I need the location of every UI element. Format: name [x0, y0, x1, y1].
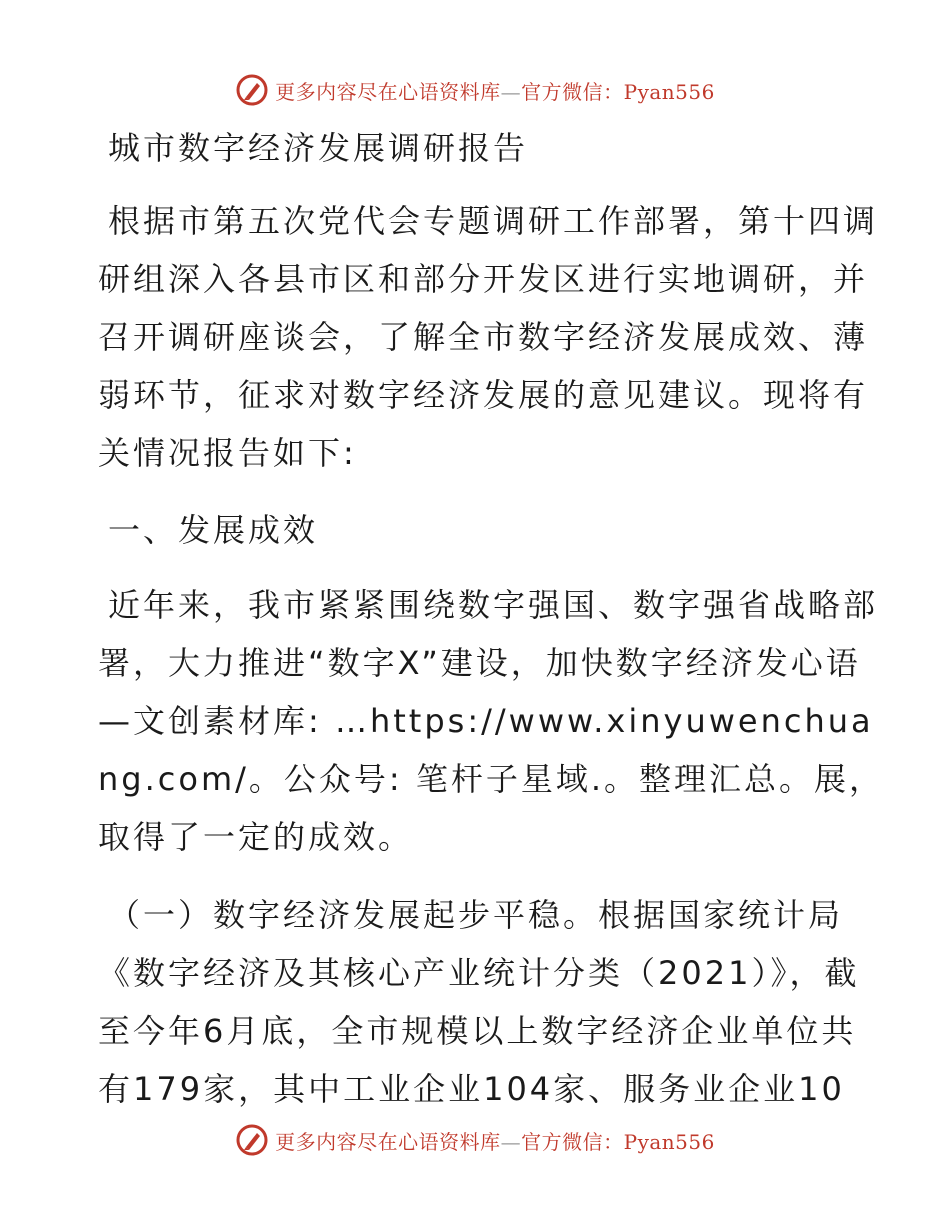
- banner-text: [275, 76, 715, 105]
- banner-wechat-id: Pyan556: [623, 1129, 715, 1154]
- banner-separator: —: [500, 1129, 522, 1154]
- banner-separator: —: [500, 79, 522, 104]
- banner-wechat-label: 官方微信：: [521, 1129, 624, 1154]
- footer-watermark-banner: [0, 1120, 950, 1160]
- intro-paragraph: 根据市第五次党代会专题调研工作部署，第十四调研组深入各县市区和部分开发区进行实地调研，并召开调研座谈会，了解全市数字经济发展成效、薄弱环节，征求对数字经济发展的意见建议。现将有关情况报告如下:: [98, 202, 879, 472]
- banner-wechat-label: 官方微信：: [521, 79, 624, 104]
- subsection-paragraph: （一）数字经济发展起步平稳。根据国家统计局《数字经济及其核心产业统计分类（2021）》，截至今年6月底，全市规模以上数字经济企业单位共有179家，其中工业企业104家、服务业企业10: [98, 896, 860, 1108]
- pen-circle-logo-icon: [235, 73, 269, 107]
- banner-text: [275, 1126, 715, 1155]
- section-paragraph: 近年来，我市紧紧围绕数字强国、数字强省战略部署，大力推进“数字X”建设，加快数字经济发心语—文创素材库: …https://www.xinyuwenchuang.com/。公众号: 笔杆子星域.。整理汇总。展，取得了一定的成效。: [98, 586, 885, 856]
- pen-circle-logo-icon: [235, 1123, 269, 1157]
- banner-main-text: 更多内容尽在心语资料库: [275, 1129, 501, 1154]
- banner-main-text: 更多内容尽在心语资料库: [275, 79, 501, 104]
- header-watermark-banner: [0, 70, 950, 110]
- banner-wechat-id: Pyan556: [623, 79, 715, 104]
- section-heading: 一、发展成效: [108, 511, 319, 549]
- document-title: 城市数字经济发展调研报告: [108, 129, 529, 167]
- document-body: [98, 122, 888, 1138]
